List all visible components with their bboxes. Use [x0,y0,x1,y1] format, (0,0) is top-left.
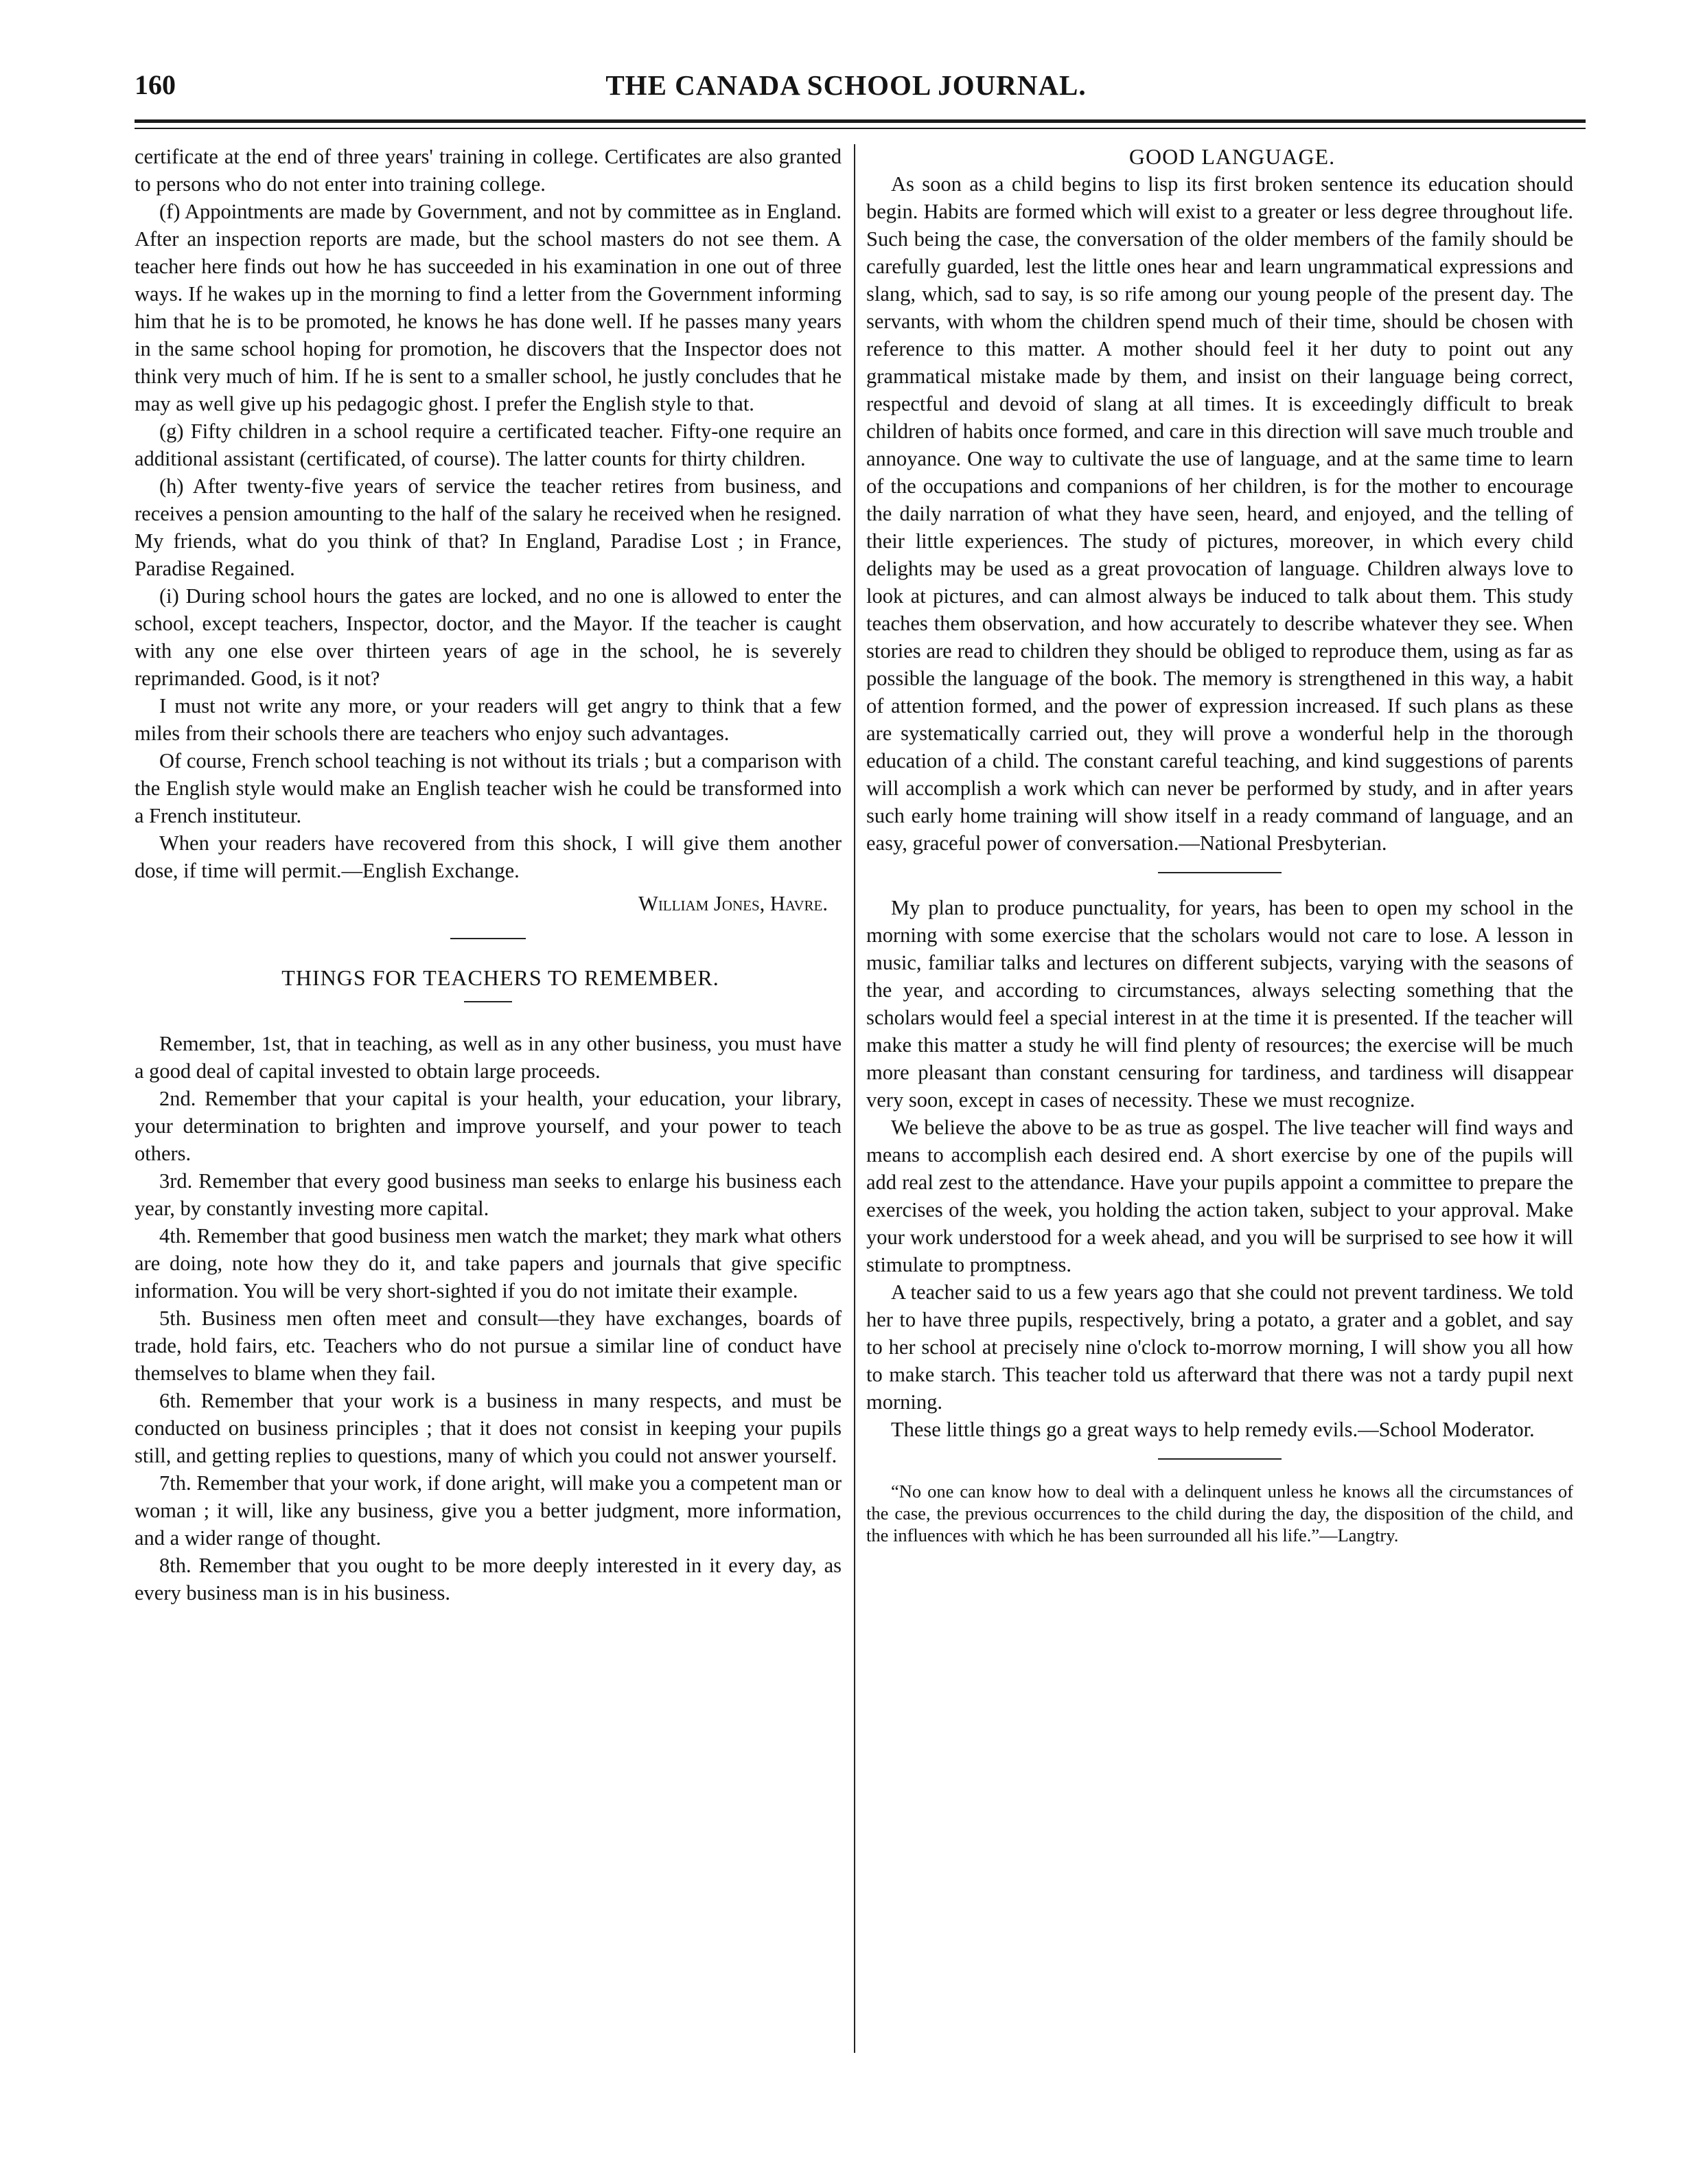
header-rule-thin [135,128,1586,129]
remember-item: 5th. Business men often meet and consult—they have exchanges, boards of trade, hold fairs, etc. Teachers who do not pursue a similar line of conduct have themselves to blame when they fail. [135,1307,842,1385]
article-paragraph: certificate at the end of three years' training in college. Certificates are also granted to persons who do not enter into training college. [135,145,842,196]
punctuality-paragraph: My plan to produce punctuality, for years, has been to open my school in the morning with some exercise that the scholars would not care to lose. A lesson in music, familiar talks and lectures on different subjects, varying with the seasons of the year, and according to circumstances, always selecting something that the scholars would feel a special interest in at the time it is presented. If the teacher will make this matter a study he will find plenty of resources; the exercise will be much more pleasant than constant censuring for tardiness, and tardiness will disappear very soon, except in cases of necessity. These we must recognize. [866,896,1573,1112]
section-heading-good-language: GOOD LANGUAGE. [1128,144,1336,169]
article-paragraph: (f) Appointments are made by Government, and not by committee as in England. After an inspection reports are made, but the school masters do not see them. A teacher here finds out how he has succeeded in his examination in one out of three ways. If he wakes up in the morning to find a letter from the Government informing him that he is to be promoted, he knows he has done well. If he passes many years in the same school hoping for promotion, he discovers that the Inspector does not think very much of him. If he is sent to a smaller school, he justly concludes that he may as well give up his pedagogic ghost. I prefer the English style to that. [135,200,842,415]
punctuality-paragraph: A teacher said to us a few years ago that she could not prevent tardiness. We told her to have three pupils, respectively, bring a potato, a grater and a goblet, and say to her school at precisely nine o'clock to-morrow morning, I will show you all how to make starch. This teacher told us afterward that there was not a tardy pupil next morning. [866,1280,1573,1414]
section-heading-remember: THINGS FOR TEACHERS TO REMEMBER. [281,965,719,990]
article-paragraph: I must not write any more, or your readers will get angry to think that a few miles from their schools there are teachers who enjoy such advantages. [135,694,842,745]
article-paragraph: (h) After twenty-five years of service the teacher retires from business, and receives a pension amounting to the half of the salary he received when he resigned. My friends, what do you think of that? In England, Paradise Lost ; in France, Paradise Regained. [135,474,842,580]
left-column [135,143,842,1607]
article-paragraph: When your readers have recovered from this shock, I will give them another dose, if time will permit.—English Exchange. [135,831,842,882]
article-signature: William Jones, Havre. [638,892,828,915]
article-paragraph: (g) Fifty children in a school require a certificated teacher. Fifty-one require an additional assistant (certificated, of course). The latter counts for thirty children. [135,419,842,470]
langtry-quote: “No one can know how to deal with a delinquent unless he knows all the circumstances of the case, the previous occurrences to the child during the day, the disposition of the child, and the influences with which he has been surrounded all his life.”—Langtry. [866,1481,1573,1545]
punctuality-paragraph: We believe the above to be as true as gospel. The live teacher will find ways and means to accomplish each desired end. A short exercise by one of the pupils will add real zest to the attendance. Have your pupils appoint a committee to prepare the exercises of the week, you holding the action taken, subject to your approval. Make your work understood for a week ahead, and you will be surprised to see how it will stimulate to promptness. [866,1116,1573,1276]
section-rule [1158,872,1282,873]
section-rule [450,938,526,939]
journal-title: THE CANADA SCHOOL JOURNAL. [605,69,1087,101]
remember-item: 2nd. Remember that your capital is your health, your education, your library, your determination to brighten and improve yourself, and your power to teach others. [135,1087,842,1165]
punctuality-paragraph: These little things go a great ways to help remedy evils.—School Moderator. [891,1418,1535,1441]
remember-item: 4th. Remember that good business men watch the market; they mark what others are doing, note how they do it, and take papers and journals that give specific information. You will be very short-sighted if you do not imitate their example. [135,1224,842,1302]
page-number: 160 [135,69,176,100]
remember-item: 3rd. Remember that every good business man seeks to enlarge his business each year, by constantly investing more capital. [135,1169,842,1220]
remember-item: 7th. Remember that your work, if done aright, will make you a competent man or woman ; it will, like any business, give you a better judgment, more information, and a wider range of thought. [135,1471,842,1550]
remember-item: 8th. Remember that you ought to be more deeply interested in it every day, as every business man is in his business. [135,1554,842,1605]
article-paragraph: (i) During school hours the gates are locked, and no one is allowed to enter the school, except teachers, Inspector, doctor, and the Mayor. If the teacher is caught with any one else over thirteen years of age in the school, he is severely reprimanded. Good, is it not? [135,584,842,690]
good-language-paragraph: As soon as a child begins to lisp its first broken sentence its education should begin. Habits are formed which will exist to a greater or less degree throughout life. Such being the case, the conversation of the older members of the family should be carefully guarded, lest the little ones hear and learn ungrammatical expressions and slang, which, sad to say, is so rife among our young people of the present day. The servants, with whom the children spend much of their time, should be chosen with reference to this matter. A mother should feel it her duty to point out any grammatical mistake made by them, and insist on their language being correct, respectful and devoid of slang at all times. It is exceedingly difficult to break children of habits once formed, and care in this direction will save much trouble and annoyance. One way to cultivate the use of language, and at the same time to learn of the occupations and companions of her children, is for the mother to encourage the daily narration of what they have seen, heard, and enjoyed, and the telling of their little experiences. The study of pictures, moreover, in which every child delights may be used as a great provocation of language. Children always love to look at pictures, and can almost always be induced to talk about them. This study teaches them observation, and how accurately to describe whatever they see. When stories are read to children they should be obliged to reproduce them, using as far as possible the language of the book. The memory is strengthened in this way, a habit of attention formed, and the power of expression increased. If such plans as these are systematically carried out, they will prove a wonderful help in the thorough education of a child. The constant careful teaching, and kind suggestions of parents will accomplish a work which can never be performed by study, and in after years such early home training will show itself in a ready command of language, and an easy, graceful power of conversation.—National Presbyterian. [866,172,1573,855]
remember-item: 6th. Remember that your work is a business in many respects, and must be conducted on business principles ; that it does not consist in keeping your pupils still, and getting replies to questions, many of which you could not answer yourself. [135,1389,842,1467]
heading-rule [464,1001,512,1002]
column-divider [854,144,855,2053]
remember-item: Remember, 1st, that in teaching, as well as in any other business, you must have a good deal of capital invested to obtain large proceeds. [135,1032,842,1083]
article-paragraph: Of course, French school teaching is not without its trials ; but a comparison with the English style would make an English teacher wish he could be transformed into a French instituteur. [135,749,842,827]
right-column [866,143,1573,1546]
section-rule [1158,1458,1282,1460]
header-rule-thick [135,119,1586,123]
